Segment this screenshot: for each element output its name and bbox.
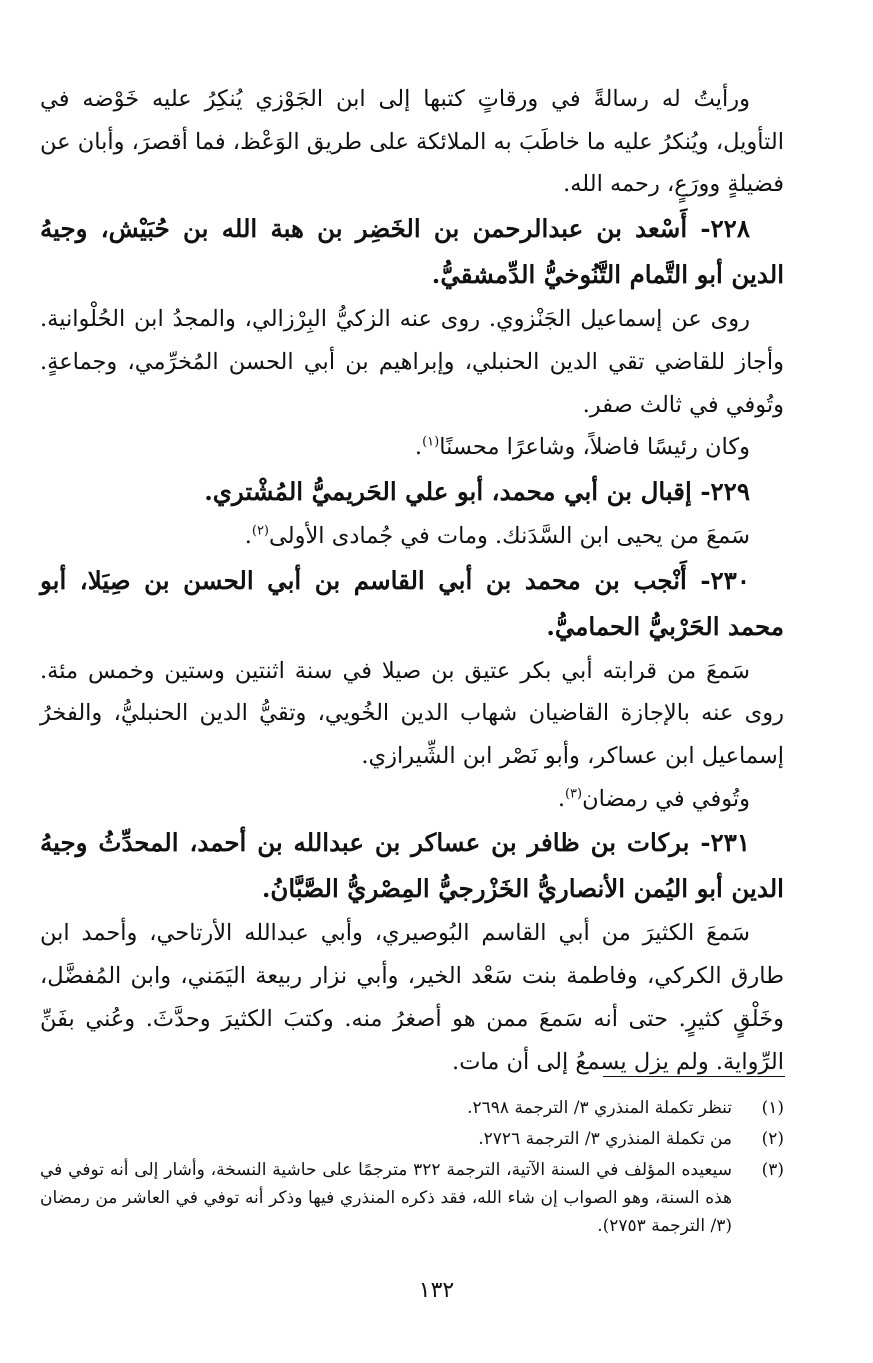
entry-heading-229: ٢٢٩- إقبال بن أبي محمد، أبو علي الحَريميُّ المُشْتري. bbox=[204, 476, 750, 506]
entry-body-228-note bbox=[40, 426, 784, 469]
entry-body-228-note-text: وكان رئيسًا فاضلاً، وشاعرًا محسنًا bbox=[439, 434, 750, 461]
footnote-ref-2[interactable]: (٢) bbox=[251, 523, 269, 539]
footnote-text: من تكملة المنذري ٣/ الترجمة ٢٧٢٦. bbox=[478, 1129, 732, 1149]
footnote-separator-wrap bbox=[603, 1076, 785, 1077]
entry-body-230: سَمعَ من قرابته أبي بكر عتيق بن صيلا في سنة اثنتين وستين وخمس مئة. روى عنه بالإجازة القاضيان شهاب الدين الخُويي، وتقيُّ الدين الحنبليُّ، والفخرُ إسماعيل ابن عساكر، وأبو نَصْر ابن الشِّيرازي. bbox=[40, 657, 784, 770]
footnote-2 bbox=[40, 1125, 784, 1153]
period: . bbox=[414, 434, 423, 461]
footnote-number: (٢) bbox=[761, 1129, 784, 1149]
footnote-separator bbox=[603, 1076, 785, 1077]
entry-heading-228: ٢٢٨- أَسْعد بن عبدالرحمن بن الخَضِر بن هبة الله بن حُبَيْش، وجيهُ الدين أبو التَّمام التَّنُوخيُّ الدِّمشقيُّ. bbox=[40, 214, 784, 290]
footnote-ref-1[interactable]: (١) bbox=[422, 434, 440, 450]
entry-body-229 bbox=[40, 515, 784, 558]
entry-body-229-text: سَمعَ من يحيى ابن السَّدَنك. ومات في جُمادى الأولى bbox=[269, 522, 750, 549]
footnote-text: تنظر تكملة المنذري ٣/ الترجمة ٢٦٩٨. bbox=[467, 1098, 732, 1118]
footnote-3 bbox=[40, 1156, 784, 1240]
footnote-ref-3[interactable]: (٣) bbox=[564, 786, 583, 802]
entry-body-231: سَمعَ الكثيرَ من أبي القاسم البُوصيري، وأبي عبدالله الأرتاحي، وأحمد ابن طارق الكركي، وفاطمة بنت سَعْد الخير، وأبي نزار ربيعة اليَمَني، وابن المُفضَّل، وخَلْقٍ كثيرٍ. حتى أنه سَمعَ ممن هو أصغرُ منه. وكتبَ الكثيرَ وحدَّثَ. وعُني بفَنِّ الرِّواية. ولم يزل يسمعُ إلى أن مات. bbox=[40, 920, 784, 1075]
footnotes bbox=[40, 1094, 784, 1243]
entry-heading-231: ٢٣١- بركات بن ظافر بن عساكر بن عبدالله بن أحمد، المحدِّثُ وجيهُ الدين أبو اليُمن الأنصاريُّ الخَزْرجيُّ المِصْريُّ الصَّبَّانُ. bbox=[40, 828, 784, 904]
footnote-number: (١) bbox=[761, 1098, 784, 1118]
entry-body-230-death bbox=[40, 778, 784, 821]
paragraph-intro: ورأيتُ له رسالةً في ورقاتٍ كتبها إلى ابن الجَوْزي يُنكِرُ عليه خَوْضه في التأويل، ويُنكرُ عليه ما خاطَبَ به الملائكة على طريق الوَعْظ، فما أقصرَ، وأبان عن فضيلةٍ وورَعٍ، رحمه الله. bbox=[40, 86, 784, 198]
entry-body-228: روى عن إسماعيل الجَنْزوي. روى عنه الزكيُّ البِرْزالي، والمجدُ ابن الحُلْوانية. وأجاز للقاضي تقي الدين الحنبلي، وإبراهيم بن أبي الحسن المُخرِّمي، وجماعةٍ. وتُوفي في ثالث صفر. bbox=[40, 306, 784, 418]
period: . bbox=[557, 785, 565, 812]
footnote-number: (٣) bbox=[761, 1160, 784, 1180]
main-text bbox=[40, 78, 784, 1083]
footnote-text: سيعيده المؤلف في السنة الآتية، الترجمة ٣٢٢ مترجمًا على حاشية النسخة، وأشار إلى أنه توفي في هذه السنة، وهو الصواب إن شاء الله، فقد ذكره المنذري فيها وذكر أنه توفي في العاشر من رمضان (٣/ الترجمة ٢٧٥٣). bbox=[40, 1160, 732, 1236]
entry-heading-230: ٢٣٠- أَنْجب بن محمد بن أبي القاسم بن أبي الحسن بن صِيَلا، أبو محمد الحَرْبيُّ الحماميُّ. bbox=[40, 565, 784, 641]
page-number: ١٣٢ bbox=[418, 1278, 455, 1303]
entry-body-230-death-text: وتُوفي في رمضان bbox=[582, 785, 750, 812]
period: . bbox=[244, 522, 252, 549]
footnote-1 bbox=[40, 1094, 784, 1122]
